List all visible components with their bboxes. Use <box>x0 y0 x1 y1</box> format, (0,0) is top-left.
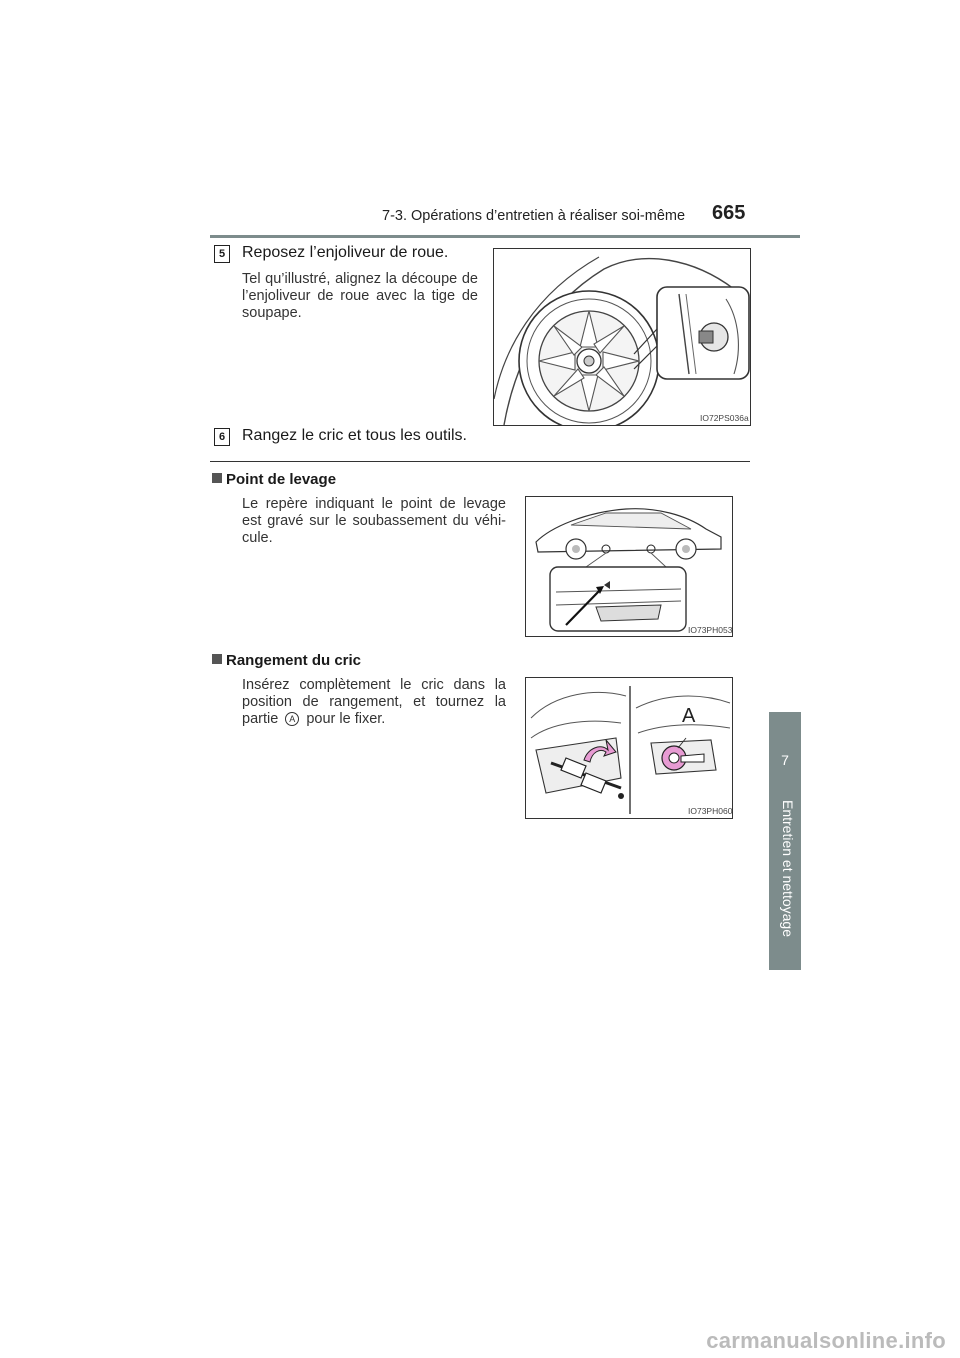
jack-point-figure <box>525 496 733 637</box>
wheel-cover-illustration <box>494 249 750 425</box>
section-heading-jack-storage <box>212 652 361 669</box>
header-rule <box>210 235 800 238</box>
callout-a-label: A <box>285 712 299 726</box>
section-divider <box>210 461 750 462</box>
figure-code: IO72PS036a <box>700 413 749 423</box>
figure-code: IO73PH053 <box>688 625 732 635</box>
jack-storage-figure <box>525 677 733 819</box>
section-heading-text: Rangement du cric <box>226 652 362 669</box>
jack-point-illustration <box>526 497 732 636</box>
wheel-cover-figure <box>493 248 751 426</box>
figure-callout-a: A <box>682 705 696 727</box>
square-bullet-icon <box>212 473 222 483</box>
step-number-6: 6 <box>214 428 230 446</box>
chapter-label: Entretien et nettoyage <box>780 800 796 937</box>
square-bullet-icon <box>212 654 222 664</box>
section-title: 7-3. Opérations d’entretien à réaliser soi-même <box>382 208 686 224</box>
section-heading-text: Point de levage <box>226 471 337 488</box>
step-5-detail: Tel qu’illustré, alignez la découpe de l’enjoliveur de roue avec la tige de soupape. <box>242 271 478 321</box>
step-5-title: Reposez l’enjoliveur de roue. <box>242 244 449 261</box>
jack-storage-text-after: pour le fixer. <box>306 711 386 727</box>
figure-code: IO73PH060 <box>688 806 732 816</box>
watermark-text: carmanualsonline.info <box>706 1328 946 1353</box>
step-number-5: 5 <box>214 245 230 263</box>
jack-storage-text <box>242 677 506 728</box>
page-number: 665 <box>712 202 746 224</box>
step-6-title: Rangez le cric et tous les outils. <box>242 427 467 444</box>
jack-point-text: Le repère indiquant le point de levage est gravé sur le soubassement du véhi-cule. <box>242 496 506 546</box>
section-heading-jack-point <box>212 471 336 488</box>
chapter-number: 7 <box>781 752 789 768</box>
jack-storage-text-before: Insérez complètement le cric dans la position de rangement, et tournez la partie <box>242 677 506 727</box>
jack-storage-illustration <box>526 678 732 818</box>
